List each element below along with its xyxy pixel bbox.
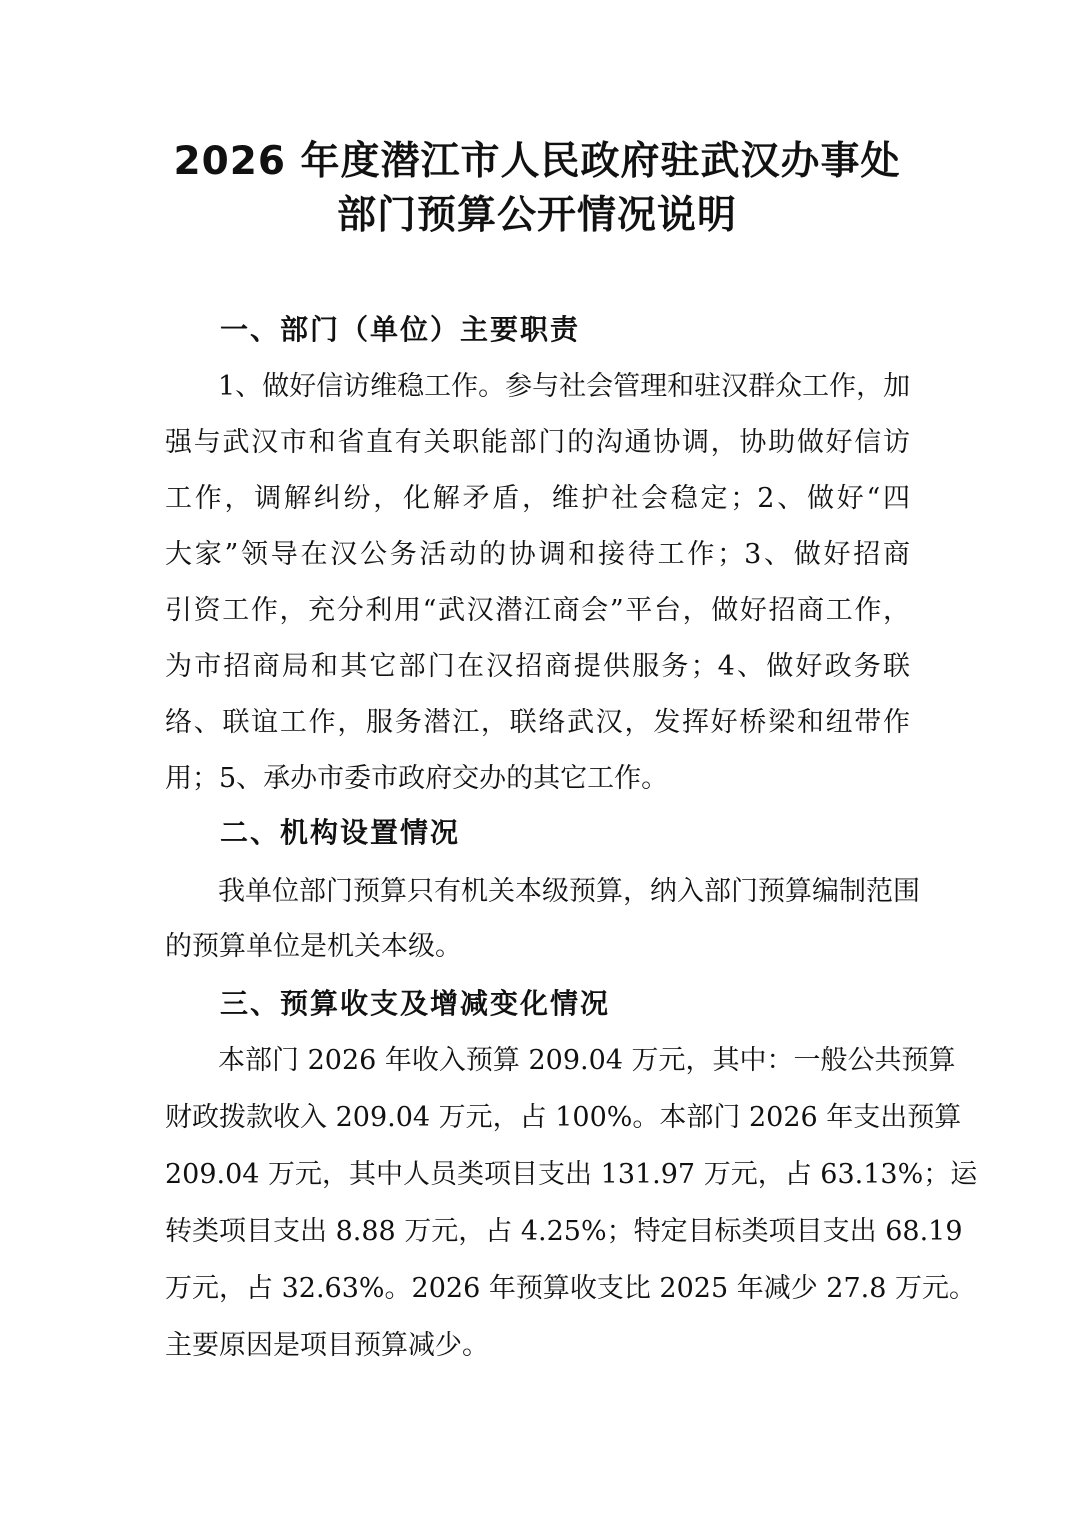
paragraph-line: 大家”领导在汉公务活动的协调和接待工作；3、做好招商 xyxy=(165,539,910,570)
document-title-line-2: 部门预算公开情况说明 xyxy=(336,193,737,238)
paragraph-line: 转类项目支出 8.88 万元，占 4.25%；特定目标类项目支出 68.19 xyxy=(165,1216,963,1247)
paragraph-line: 引资工作，充分利用“武汉潜江商会”平台，做好招商工作， xyxy=(165,595,910,626)
paragraph-line: 主要原因是项目预算减少。 xyxy=(165,1330,489,1361)
paragraph-line: 用；5、承办市委市政府交办的其它工作。 xyxy=(165,763,669,794)
document-title-line-1: 2026 年度潜江市人民政府驻武汉办事处 xyxy=(173,139,901,184)
paragraph-line: 209.04 万元，其中人员类项目支出 131.97 万元，占 63.13%；运 xyxy=(165,1159,978,1190)
section-heading-organization: 二、机构设置情况 xyxy=(220,816,461,849)
paragraph-line: 财政拨款收入 209.04 万元，占 100%。本部门 2026 年支出预算 xyxy=(165,1102,962,1133)
paragraph-line: 的预算单位是机关本级。 xyxy=(165,931,462,962)
paragraph-line: 万元，占 32.63%。2026 年预算收支比 2025 年减少 27.8 万元。 xyxy=(165,1273,976,1304)
paragraph-line: 工作，调解纠纷，化解矛盾，维护社会稳定；2、做好“四 xyxy=(165,483,910,514)
paragraph-line: 1、做好信访维稳工作。参与社会管理和驻汉群众工作，加 xyxy=(218,371,911,402)
paragraph-line: 本部门 2026 年收入预算 209.04 万元，其中：一般公共预算 xyxy=(218,1045,956,1076)
paragraph-line: 强与武汉市和省直有关职能部门的沟通协调，协助做好信访 xyxy=(165,427,910,458)
paragraph-line: 络、联谊工作，服务潜江，联络武汉，发挥好桥梁和纽带作 xyxy=(165,707,910,738)
section-heading-duties: 一、部门（单位）主要职责 xyxy=(220,313,581,346)
section-heading-budget: 三、预算收支及增减变化情况 xyxy=(220,987,611,1020)
paragraph-line: 我单位部门预算只有机关本级预算，纳入部门预算编制范围 xyxy=(218,876,920,907)
paragraph-line: 为市招商局和其它部门在汉招商提供服务；4、做好政务联 xyxy=(165,651,910,682)
